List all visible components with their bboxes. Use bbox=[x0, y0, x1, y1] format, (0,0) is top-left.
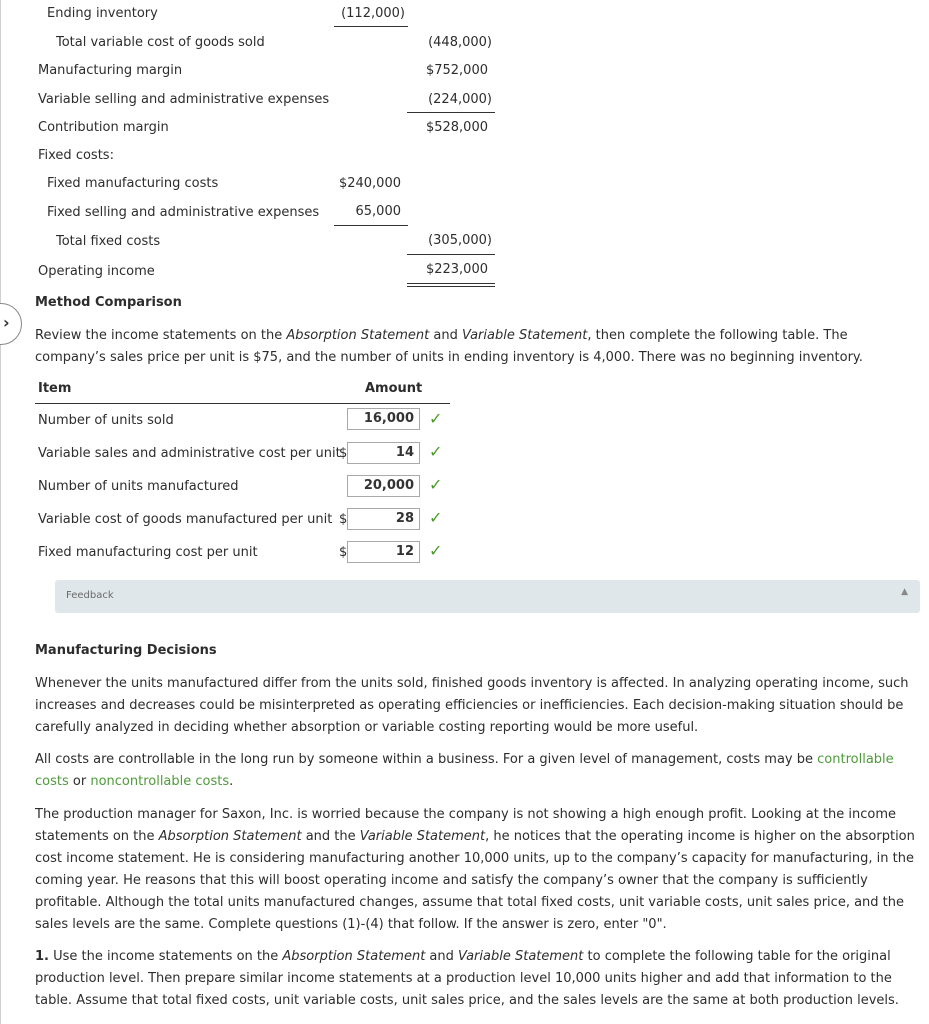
double-underline bbox=[407, 283, 495, 284]
page-left-edge bbox=[0, 0, 1, 1024]
check-icon: ✓ bbox=[429, 409, 443, 428]
col-amount-header: Amount bbox=[365, 381, 423, 396]
ending-inventory-value: (112,000) bbox=[341, 6, 405, 21]
fixed-mfg-cost-per-unit-input[interactable]: 12 bbox=[347, 541, 420, 563]
total-var-cogs-label: Total variable cost of goods sold bbox=[56, 35, 265, 50]
contribution-margin-label: Contribution margin bbox=[38, 120, 169, 135]
divider bbox=[407, 112, 495, 113]
fixed-mfg-value: $240,000 bbox=[338, 176, 401, 191]
fixed-sell-label: Fixed selling and administrative expenses bbox=[47, 205, 320, 220]
units-sold-input[interactable]: 16,000 bbox=[347, 408, 420, 430]
total-fixed-label: Total fixed costs bbox=[56, 234, 161, 249]
question-number: 1. bbox=[35, 949, 49, 964]
check-icon: ✓ bbox=[429, 508, 443, 527]
fixed-sell-value: 65,000 bbox=[355, 204, 401, 219]
fixed-mfg-label: Fixed manufacturing costs bbox=[47, 176, 219, 191]
check-icon: ✓ bbox=[429, 541, 443, 560]
manufacturing-margin-label: Manufacturing margin bbox=[38, 63, 183, 78]
paragraph-controllable-costs: All costs are controllable in the long run by someone within a business. For a given level of management, costs may be controllable costs or noncontrollable costs. bbox=[35, 752, 894, 789]
ending-inventory-label: Ending inventory bbox=[47, 6, 158, 21]
question-1: 1. Use the income statements on the Absorption Statement and Variable Statement to complete the following table for the original production level. Then prepare similar income statements at a production level 10,000 units higher and add that information to the table. Assume that total fixed costs, unit variable costs, unit sales price, and the sales levels are the same at both production levels. bbox=[35, 949, 899, 1008]
total-var-cogs-value: (448,000) bbox=[428, 35, 492, 50]
units-manufactured-input[interactable]: 20,000 bbox=[347, 475, 420, 497]
table-header-divider bbox=[35, 403, 450, 404]
row-label: Number of units manufactured bbox=[38, 479, 239, 494]
nav-toggle-button[interactable] bbox=[0, 303, 22, 345]
operating-income-label: Operating income bbox=[38, 264, 155, 279]
paragraph-production-manager: The production manager for Saxon, Inc. is worried because the company is not showing a high enough profit. Looking at the income statements on the Absorption Statement and the Variable Statement, he notices that the operating income is higher on the absorption cost income statement. He is considering manufacturing another 10,000 units, up to the company’s capacity for manufacturing, in the coming year. He reasons that this will boost operating income and satisfy the company’s owner that the company is sufficiently profitable. Although the total units manufactured changes, assume that total fixed costs, unit variable costs, unit sales price, and the sales levels are the same. Complete questions (1)-(4) that follow. If the answer is zero, enter "0". bbox=[35, 807, 915, 932]
row-label: Variable cost of goods manufactured per unit bbox=[38, 512, 333, 527]
total-fixed-value: (305,000) bbox=[428, 233, 492, 248]
contribution-margin-value: $528,000 bbox=[425, 120, 488, 135]
divider bbox=[334, 225, 408, 226]
dollar-sign: $ bbox=[339, 446, 348, 461]
feedback-label: Feedback bbox=[66, 590, 114, 601]
fixed-costs-label: Fixed costs: bbox=[38, 148, 114, 163]
divider bbox=[407, 254, 495, 255]
var-sales-admin-cost-input[interactable]: 14 bbox=[347, 442, 420, 464]
row-label: Fixed manufacturing cost per unit bbox=[38, 545, 258, 560]
feedback-panel[interactable] bbox=[55, 580, 920, 613]
dollar-sign: $ bbox=[339, 512, 348, 527]
method-comparison-intro: Review the income statements on the Absorption Statement and Variable Statement, then complete the following table. The company’s sales price per unit is $75, and the number of units in ending inventory is 4,000. There was no beginning inventory. bbox=[35, 328, 863, 365]
col-item-header: Item bbox=[38, 381, 72, 396]
double-underline bbox=[407, 286, 495, 287]
chevron-right-icon: › bbox=[3, 313, 10, 332]
controllable-costs-link[interactable]: controllable costs bbox=[35, 752, 894, 789]
noncontrollable-costs-link[interactable]: noncontrollable costs bbox=[90, 774, 230, 789]
manufacturing-margin-value: $752,000 bbox=[425, 63, 488, 78]
operating-income-value: $223,000 bbox=[425, 262, 488, 277]
dollar-sign: $ bbox=[339, 545, 348, 560]
var-selling-label: Variable selling and administrative expenses bbox=[38, 92, 330, 107]
collapse-triangle-icon[interactable]: ▲ bbox=[901, 587, 908, 597]
method-comparison-heading: Method Comparison bbox=[35, 295, 182, 310]
divider bbox=[334, 26, 408, 27]
check-icon: ✓ bbox=[429, 475, 443, 494]
var-cogm-per-unit-input[interactable]: 28 bbox=[347, 508, 420, 530]
paragraph-units-manufactured: Whenever the units manufactured differ from the units sold, finished goods inventory is affected. In analyzing operating income, such increases and decreases could be misinterpreted as operating efficiencies or inefficiencies. Each decision-making situation should be carefully analyzed in deciding whether absorption or variable costing reporting would be more useful. bbox=[35, 676, 909, 735]
row-label: Variable sales and administrative cost per unit bbox=[38, 446, 341, 461]
row-label: Number of units sold bbox=[38, 413, 174, 428]
check-icon: ✓ bbox=[429, 442, 443, 461]
manufacturing-decisions-heading: Manufacturing Decisions bbox=[35, 643, 217, 658]
var-selling-value: (224,000) bbox=[428, 92, 492, 107]
